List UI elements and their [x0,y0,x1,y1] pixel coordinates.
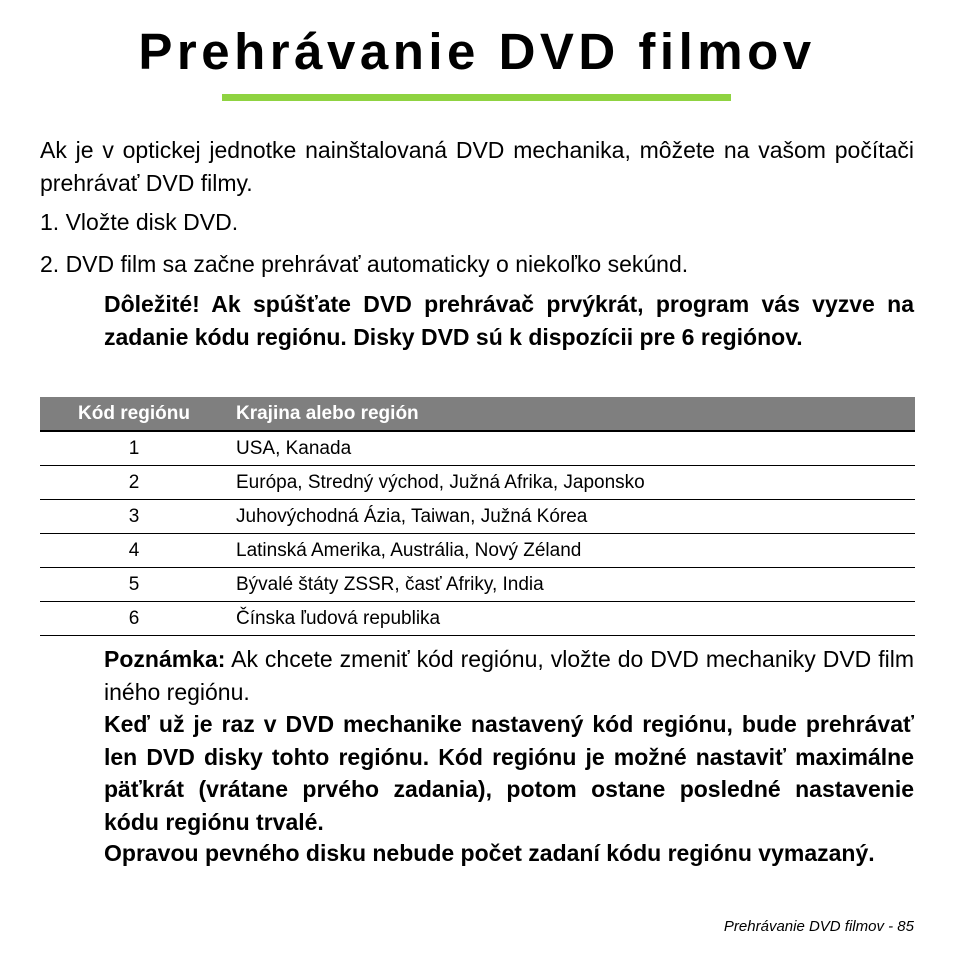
note-text: Ak chcete zmeniť kód regiónu, vložte do DVD mechaniky DVD film iného regiónu. [104,646,914,705]
region-code-cell: 6 [40,602,228,636]
region-code-cell: 4 [40,534,228,568]
title-underline [222,94,731,101]
table-row [40,568,915,602]
region-country-cell: Európa, Stredný východ, Južná Afrika, Japonsko [228,466,915,500]
region-country-cell: USA, Kanada [228,431,915,466]
region-code-table [40,397,915,636]
warning-disk-repair: Opravou pevného disku nebude počet zadaní kódu regiónu vymazaný. [104,840,875,866]
table-row [40,534,915,568]
table-header-row [40,397,915,431]
important-note: Dôležité! Ak spúšťate DVD prehrávač prvýkrát, program vás vyzve na zadanie kódu regiónu. Disky DVD sú k dispozícii pre 6 regiónov. [104,291,914,350]
column-header-region-code: Kód regiónu [40,397,228,431]
region-code-cell: 3 [40,500,228,534]
table-row [40,466,915,500]
intro-paragraph: Ak je v optickej jednotke nainštalovaná DVD mechanika, môžete na vašom počítači prehrávať DVD filmy. [40,137,914,196]
region-country-cell: Latinská Amerika, Austrália, Nový Zéland [228,534,915,568]
table-row [40,500,915,534]
table-row [40,602,915,636]
page-title: Prehrávanie DVD filmov [138,23,816,80]
step-1: 1. Vložte disk DVD. [40,209,239,235]
region-country-cell: Bývalé štáty ZSSR, časť Afriky, India [228,568,915,602]
region-code-cell: 5 [40,568,228,602]
region-country-cell: Juhovýchodná Ázia, Taiwan, Južná Kórea [228,500,915,534]
page-footer: Prehrávanie DVD filmov - 85 [723,918,914,935]
warning-region-lock: Keď už je raz v DVD mechanike nastavený kód regiónu, bude prehrávať len DVD disky tohto regiónu. Kód regiónu je možné nastaviť maximálne päťkrát (vrátane prvého zadania), potom ostane posledné nastavenie kódu regiónu trvalé. [104,711,914,835]
region-country-cell: Čínska ľudová republika [228,602,915,636]
step-2: 2. DVD film sa začne prehrávať automaticky o niekoľko sekúnd. [40,251,689,277]
note-paragraph [104,643,914,708]
column-header-country: Krajina alebo región [228,397,915,431]
region-code-cell: 1 [40,431,228,466]
note-label: Poznámka: [104,646,226,672]
table-row [40,431,915,466]
region-code-cell: 2 [40,466,228,500]
